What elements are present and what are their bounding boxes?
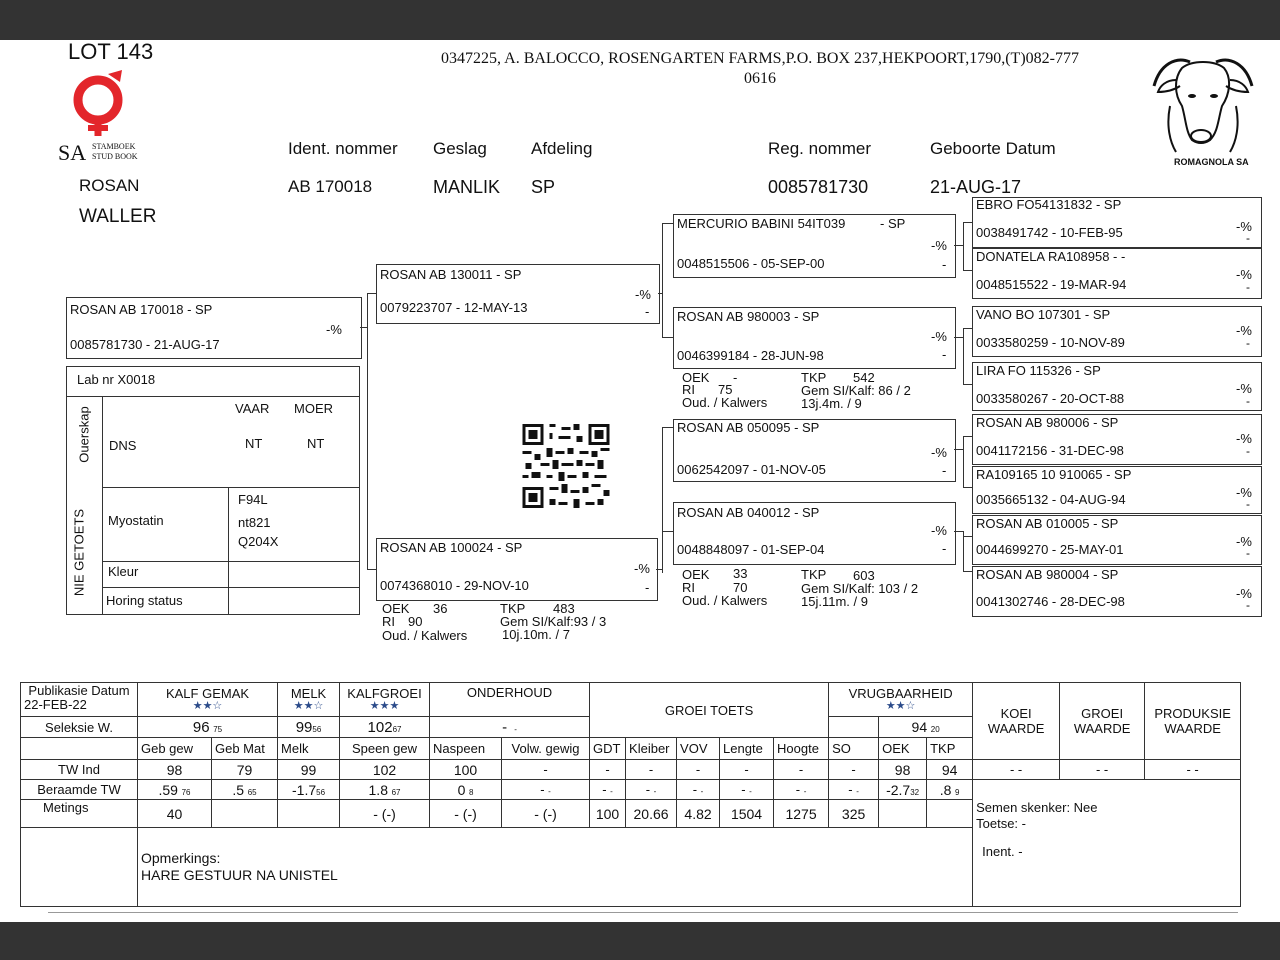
ggp-4-reg-date: 0033580267 - 20-OCT-88 [976,391,1125,406]
bw-acc: 56 [316,787,326,797]
geslag-value: MANLIK [433,177,501,197]
gp2-ri-value: 75 [718,382,733,397]
koei-waarde-header-1: KOEI [1000,706,1032,721]
opmerkings-text: HARE GESTUUR NA UNISTEL [141,867,338,883]
sel-kalfgroei-acc: 67 [392,724,402,734]
ident-label: Ident. nommer [288,139,398,158]
bw-acc: 9 [955,787,960,797]
groei-waarde-header-2: WAARDE [1073,721,1131,736]
bw-value: - [741,782,746,797]
geboorte-label: Geboorte Datum [930,139,1056,158]
met-value: - (-) [340,800,430,828]
col-so: SO [829,738,879,760]
subject-reg-date: 0085781730 - 21-AUG-17 [70,337,220,352]
bw-value: 0 [457,781,466,798]
ouerskap-label: Ouerskap [76,406,92,463]
sire-reg-date: 0079223707 - 12-MAY-13 [380,300,528,315]
produksie-waarde-header-2: WAARDE [1164,721,1221,736]
grandparent-3-id: ROSAN AB 050095 - SP [677,420,820,435]
grandparent-1-id: MERCURIO BABINI 54IT039 [677,216,846,231]
kalfgroei-header: KALFGROEI [347,685,422,701]
bw-acc: - [856,787,859,796]
bottom-bar [0,922,1280,960]
ggp-7-id: ROSAN AB 010005 - SP [976,516,1119,531]
gp2-oud-value: 13j.4m. / 9 [801,396,862,411]
afdeling-label: Afdeling [531,139,593,158]
grandparent-1-dash: - [942,257,947,272]
kalfgroei-stars-icon: ★★★ [369,699,400,712]
grandparent-1-reg-date: 0048515506 - 05-SEP-00 [677,256,825,271]
bw-acc: - [700,787,704,796]
gp2-oud-label: Oud. / Kalwers [682,395,768,410]
great-grandparent-box-5 [972,414,1262,465]
dam-oek-label: OEK [382,601,410,616]
melk-header: MELK [290,685,327,701]
gp4-tkp-value: 603 [853,568,875,583]
bw-value: - [795,782,801,797]
groei-toets-header: GROEI TOETS [590,683,829,738]
sel-kalf-value: 96 [192,718,210,736]
ident-value: AB 170018 [288,177,373,196]
qr-code [522,424,610,508]
reg-label: Reg. nommer [768,139,871,158]
dam-ri-value: 90 [408,614,423,629]
grandparent-4-pct: -% [931,523,947,538]
tw-value: 98 [879,760,927,780]
grandparent-3-dash: - [942,463,947,478]
dam-oud-label: Oud. / Kalwers [382,628,468,643]
koei-waarde-tw: - - [973,760,1060,780]
romagnola-bull-logo [1146,46,1260,156]
sel-kalf-acc: 75 [213,724,223,734]
met-value [879,800,927,828]
opmerkings-label: Opmerkings: [141,850,221,866]
col-naspeen: Naspeen [430,738,502,760]
sel-kalfgroei-value: 102 [367,718,393,736]
gp4-gem: Gem SI/Kalf: 103 / 2 [801,581,919,596]
bw-acc: 32 [910,787,920,797]
ggp-6-pct: -% [1236,485,1252,500]
sel-melk-value: 99 [295,718,313,736]
lab-number: Lab nr X0018 [77,372,156,387]
col-geb-gew: Geb gew [138,738,212,760]
ggp-8-pct: -% [1236,586,1252,601]
top-bar [0,0,1280,40]
met-value: 1275 [774,800,829,828]
col-vov: VOV [677,738,720,760]
sa-stamboek-logo [66,70,136,140]
myostatin-value-2: nt821 [238,515,271,530]
gp4-tkp-label: TKP [801,567,827,582]
ggp-3-pct: -% [1236,323,1252,338]
breeder-address-line2: 0616 [744,70,776,87]
tw-value: - [829,760,879,780]
col-volw-gewig: Volw. gewig [502,738,590,760]
gp2-oek-label: OEK [682,370,710,385]
myostatin-value-3: Q204X [238,534,279,549]
col-gdt: GDT [590,738,626,760]
grandparent-2-reg-date: 0046399184 - 28-JUN-98 [677,348,824,363]
dam-gem: Gem SI/Kalf:93 / 3 [500,614,607,629]
onderhoud-header: ONDERHOUD [430,683,590,717]
gp2-tkp-label: TKP [801,370,827,385]
lot-number: LOT 143 [68,39,154,64]
bw-value: .59 [158,781,178,798]
sire-pct: -% [635,287,651,302]
dam-dash: - [645,580,650,595]
met-value [278,800,340,828]
ggp-3-reg-date: 0033580259 - 10-NOV-89 [976,335,1125,350]
produksie-waarde-header-1: PRODUKSIE [1154,706,1231,721]
lab-results-box [66,366,360,615]
gp4-ri-label: RI [682,580,695,595]
groei-waarde-header-1: GROEI [1081,706,1124,721]
met-value: - (-) [430,800,502,828]
publication-date: 22-FEB-22 [24,697,87,712]
beraamde-tw-label: Beraamde TW [21,780,138,800]
bw-value: - [602,782,607,797]
sel-onderhoud-value: - [502,718,508,736]
grandparent-box-2 [673,307,956,369]
ggp-5-id: ROSAN AB 980006 - SP [976,415,1119,430]
col-melk: Melk [278,738,340,760]
gp4-oud-value: 15j.11m. / 9 [801,594,868,609]
tw-value: 99 [278,760,340,780]
romagnola-brand-text: ROMAGNOLA SA [1174,157,1249,167]
ggp-2-id: DONATELA RA108958 - - [976,249,1126,264]
met-value: 325 [829,800,879,828]
tw-value: - [626,760,677,780]
ggp-1-dash: - [1246,231,1250,245]
ggp-4-id: LIRA FO 115326 - SP [976,363,1101,378]
grandparent-2-dash: - [942,347,947,362]
dam-reg-date: 0074368010 - 29-NOV-10 [380,578,529,593]
bw-acc: - [610,787,613,796]
vrugbaarheid-header: VRUGBAARHEID [848,685,953,701]
dam-oek-value: 36 [433,601,448,616]
bw-value: - [540,782,545,797]
ggp-3-dash: - [1246,336,1250,350]
metings-row [21,800,1241,828]
myostatin-value-1: F94L [238,492,268,507]
met-value [212,800,278,828]
met-value: 40 [138,800,212,828]
dns-label: DNS [109,438,137,453]
ggp-6-id: RA109165 10 910065 - SP [976,467,1132,482]
tw-value: - [590,760,626,780]
bw-value: - [692,782,698,797]
dam-oud-value: 10j.10m. / 7 [502,627,570,642]
great-grandparent-box-4 [972,362,1262,411]
bw-acc: - [749,787,752,796]
tw-value: 79 [212,760,278,780]
grandparent-box-4 [673,502,956,565]
grandparent-box-1 [673,214,956,278]
seleksie-label: Seleksie W. [21,717,138,738]
gp4-oek-label: OEK [682,567,710,582]
dns-moer-value: NT [307,436,325,451]
dam-ri-label: RI [382,614,395,629]
met-value: 4.82 [677,800,720,828]
ggp-3-id: VANO BO 107301 - SP [976,307,1111,322]
bw-acc: 65 [247,787,257,797]
bw-value: -1.7 [292,781,317,798]
tw-value: 94 [927,760,973,780]
great-grandparent-box-8 [972,566,1262,617]
publication-date-label: Publikasie Datum [28,683,130,698]
moer-label: MOER [294,401,333,416]
gp4-ri-value: 70 [733,580,748,595]
ggp-5-pct: -% [1236,431,1252,446]
grandparent-1-pct: -% [931,238,947,253]
sel-vrug-value: 94 [911,719,928,735]
gp4-oek-value: 33 [733,566,748,581]
great-grandparent-box-1 [972,197,1262,248]
dam-tkp-value: 483 [553,601,575,616]
tw-ind-label: TW Ind [21,760,138,780]
col-geb-mat: Geb Mat [212,738,278,760]
ggp-8-id: ROSAN AB 980004 - SP [976,567,1119,582]
kalf-gemak-stars-icon: ★★☆ [192,699,223,712]
dam-id: ROSAN AB 100024 - SP [380,540,523,555]
stamboek-text: STAMBOEK [92,142,136,151]
animal-name-line2: WALLER [79,206,157,227]
dam-pct: -% [634,561,650,576]
ggp-5-dash: - [1246,444,1250,458]
met-value: 100 [590,800,626,828]
bw-value: .8 [939,781,952,798]
grandparent-box-3 [673,419,956,482]
bw-value: -2.7 [886,781,911,798]
ggp-1-id: EBRO FO54131832 - SP [976,197,1122,212]
col-hoogte: Hoogte [774,738,829,760]
sa-logo-text: SA [58,140,87,165]
kleur-label: Kleur [108,564,139,579]
animal-name-line1: ROSAN [79,176,140,195]
vrugbaarheid-stars-icon: ★★☆ [885,699,916,712]
kalf-gemak-header: KALF GEMAK [165,685,250,701]
bw-value: - [645,782,651,797]
ggp-8-dash: - [1246,598,1250,612]
grandparent-3-pct: -% [931,445,947,460]
grandparent-2-id: ROSAN AB 980003 - SP [677,309,820,324]
gp2-tkp-value: 542 [853,370,875,385]
ggp-2-reg-date: 0048515522 - 19-MAR-94 [976,277,1127,292]
grandparent-2-pct: -% [931,329,947,344]
bw-value: .5 [232,781,245,798]
col-lengte: Lengte [720,738,774,760]
groei-waarde-tw: - - [1060,760,1145,780]
ggp-5-reg-date: 0041172156 - 31-DEC-98 [976,443,1124,458]
tw-ind-row [21,760,1241,780]
geboorte-value: 21-AUG-17 [930,177,1022,197]
gp2-oek-value: - [733,370,738,385]
myostatin-label: Myostatin [108,513,164,528]
vaar-label: VAAR [235,401,270,416]
gp4-oud-label: Oud. / Kalwers [682,593,768,608]
bw-acc: 76 [181,787,191,797]
met-value: 20.66 [626,800,677,828]
nie-getoets-label: NIE GETOETS [71,508,87,597]
tw-value: - [677,760,720,780]
ggp-6-dash: - [1246,497,1250,511]
bw-value: 1.8 [368,781,388,798]
col-oek: OEK [879,738,927,760]
gp2-ri-label: RI [682,382,695,397]
ggp-2-pct: -% [1236,267,1252,282]
grandparent-1-sp: - SP [880,216,906,231]
subject-id: ROSAN AB 170018 - SP [70,302,213,317]
tw-value: 98 [138,760,212,780]
ggp-7-reg-date: 0044699270 - 25-MAY-01 [976,542,1124,557]
grandparent-4-dash: - [942,541,947,556]
dam-box [376,538,658,601]
metings-label: Metings [21,800,138,828]
great-grandparent-box-2 [972,248,1262,299]
ggp-6-reg-date: 0035665132 - 04-AUG-94 [976,492,1126,507]
melk-stars-icon: ★★☆ [293,699,324,712]
ggp-4-dash: - [1246,394,1250,408]
ggp-7-dash: - [1246,546,1250,560]
grandparent-4-reg-date: 0048848097 - 01-SEP-04 [677,542,825,557]
subject-pedigree-box [66,297,362,359]
tw-value: - [502,760,590,780]
performance-table [20,682,1241,907]
great-grandparent-box-7 [972,515,1262,565]
met-value: 1504 [720,800,774,828]
breeder-address-line1: 0347225, A. BALOCCO, ROSENGARTEN FARMS,P.O. BOX 237,HEKPOORT,1790,(T)082-777 [441,50,1079,67]
grandparent-4-id: ROSAN AB 040012 - SP [677,505,820,520]
met-value: - (-) [502,800,590,828]
bw-acc: 8 [469,787,474,797]
sel-onderhoud-acc: - [514,724,517,734]
produksie-waarde-tw: - - [1145,760,1241,780]
bw-value: - [848,782,853,797]
ggp-2-dash: - [1246,280,1250,294]
koei-waarde-header-2: WAARDE [987,721,1045,736]
grandparent-3-reg-date: 0062542097 - 01-NOV-05 [677,462,826,477]
ggp-1-reg-date: 0038491742 - 10-FEB-95 [976,225,1123,240]
sire-id: ROSAN AB 130011 - SP [380,267,522,282]
subject-pct: -% [326,322,342,337]
studbook-text: STUD BOOK [92,152,138,161]
dns-vaar-value: NT [245,436,263,451]
afdeling-value: SP [531,177,556,197]
great-grandparent-box-3 [972,306,1262,357]
inent: Inent. - [982,843,1023,859]
col-kleiber: Kleiber [626,738,677,760]
dam-tkp-label: TKP [500,601,526,616]
sel-vrug-acc: 20 [930,725,940,734]
tw-value: 100 [430,760,502,780]
met-value [927,800,973,828]
bw-acc: 67 [391,787,401,797]
ggp-4-pct: -% [1236,381,1252,396]
col-speen-gew: Speen gew [340,738,430,760]
tw-value: 102 [340,760,430,780]
great-grandparent-box-6 [972,466,1262,514]
sel-melk-acc: 56 [312,724,322,734]
horing-status-label: Horing status [106,593,183,608]
tw-value: - [720,760,774,780]
col-tkp: TKP [927,738,973,760]
ggp-1-pct: -% [1236,219,1252,234]
bw-acc: - [803,787,807,796]
reg-value: 0085781730 [768,177,869,197]
sire-dash: - [645,304,650,319]
bw-acc: - [653,787,657,796]
semen-skenker: Semen skenker: Nee [976,799,1098,815]
ggp-7-pct: -% [1236,534,1252,549]
toetse: Toetse: - [976,815,1026,831]
geslag-label: Geslag [433,139,487,158]
gp2-gem: Gem SI/Kalf: 86 / 2 [801,383,911,398]
sire-box [376,264,660,324]
beraamde-tw-row [21,780,1241,800]
tw-value: - [774,760,829,780]
bw-acc: - [548,787,551,796]
ggp-8-reg-date: 0041302746 - 28-DEC-98 [976,594,1125,609]
